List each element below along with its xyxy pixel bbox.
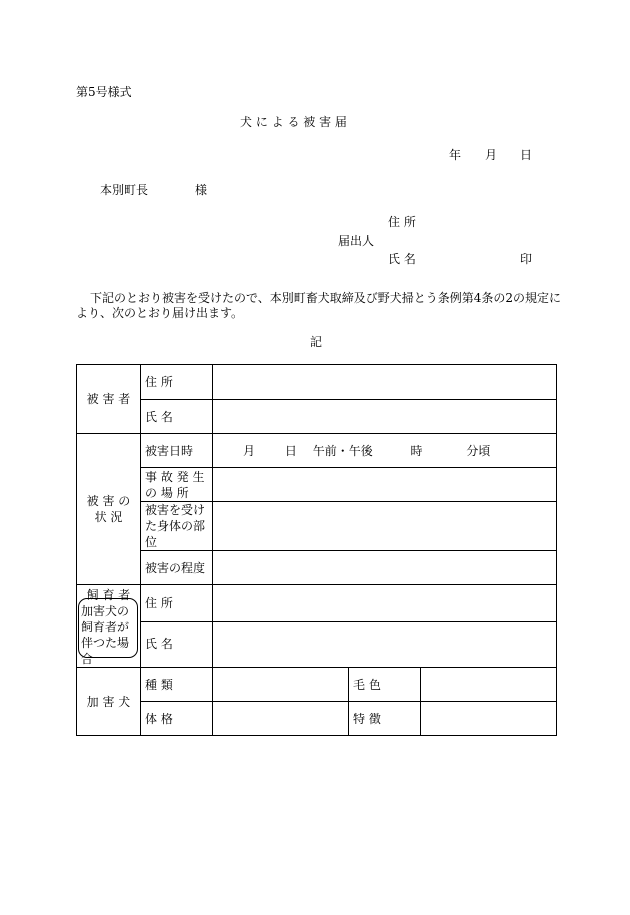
addressee-honorific: 様 (195, 183, 208, 197)
addressee-name: 本別町長 (100, 183, 149, 197)
document-title: 犬 に よ る 被 害 届 (240, 115, 347, 129)
date-year: 年 (449, 148, 462, 162)
table-row (77, 585, 557, 622)
dog-breed-label: 種 類 (141, 668, 213, 702)
owner-note-bracket (78, 598, 138, 658)
table-row (77, 551, 557, 585)
body-text-line-1: 下記のとおり被害を受けたので、本別町畜犬取締及び野犬掃とう条例第4条の2の規定に (90, 291, 562, 305)
seal-mark: 印 (520, 252, 533, 266)
notifier-label: 届出人 (338, 234, 375, 248)
victim-name-field[interactable] (213, 400, 557, 434)
form-number: 第5号様式 (76, 85, 132, 99)
table-row (77, 365, 557, 400)
owner-address-field[interactable] (213, 585, 557, 622)
dog-coat-color-label: 毛 色 (349, 668, 421, 702)
table-row (77, 502, 557, 551)
table-row (77, 621, 557, 667)
datetime-label: 被害日時 (141, 434, 213, 468)
body-text-line-2: より、次のとおり届け出ます。 (76, 306, 244, 320)
victim-address-label: 住 所 (141, 365, 213, 400)
notifier-address-label: 住 所 (388, 215, 416, 229)
owner-group-label: 飼 育 者 加害犬の 飼育者が 伴つた場 合 (77, 585, 141, 668)
offending-dog-group-label: 加 害 犬 (77, 668, 141, 736)
accident-place-field[interactable] (213, 468, 557, 502)
table-row (77, 400, 557, 434)
owner-name-field[interactable] (213, 621, 557, 667)
victim-address-field[interactable] (213, 365, 557, 400)
dog-build-label: 体 格 (141, 702, 213, 736)
dog-features-field[interactable] (421, 702, 557, 736)
dog-features-label: 特 徴 (349, 702, 421, 736)
dog-coat-color-field[interactable] (421, 668, 557, 702)
dog-breed-field[interactable] (213, 668, 349, 702)
table-row (77, 702, 557, 736)
table-row (77, 668, 557, 702)
damage-degree-field[interactable] (213, 551, 557, 585)
dog-build-field[interactable] (213, 702, 349, 736)
injured-body-part-field[interactable] (213, 502, 557, 551)
ki-heading: 記 (310, 335, 323, 349)
date-month: 月 (485, 148, 498, 162)
injured-body-part-label: 被害を受け た身体の部 位 (141, 502, 213, 551)
owner-name-label: 氏 名 (141, 621, 213, 667)
victim-group-label: 被 害 者 (77, 365, 141, 434)
situation-group-label: 被 害 の 状 況 (77, 434, 141, 585)
table-row (77, 468, 557, 502)
notifier-name-label: 氏 名 (388, 252, 416, 266)
victim-name-label: 氏 名 (141, 400, 213, 434)
damage-report-table (76, 364, 557, 736)
table-row (77, 434, 557, 468)
accident-place-label: 事 故 発 生 の 場 所 (141, 468, 213, 502)
datetime-field[interactable]: 月 日 午前・午後 時 分頃 (213, 434, 557, 468)
owner-address-label: 住 所 (141, 585, 213, 622)
date-day: 日 (520, 148, 533, 162)
damage-degree-label: 被害の程度 (141, 551, 213, 585)
